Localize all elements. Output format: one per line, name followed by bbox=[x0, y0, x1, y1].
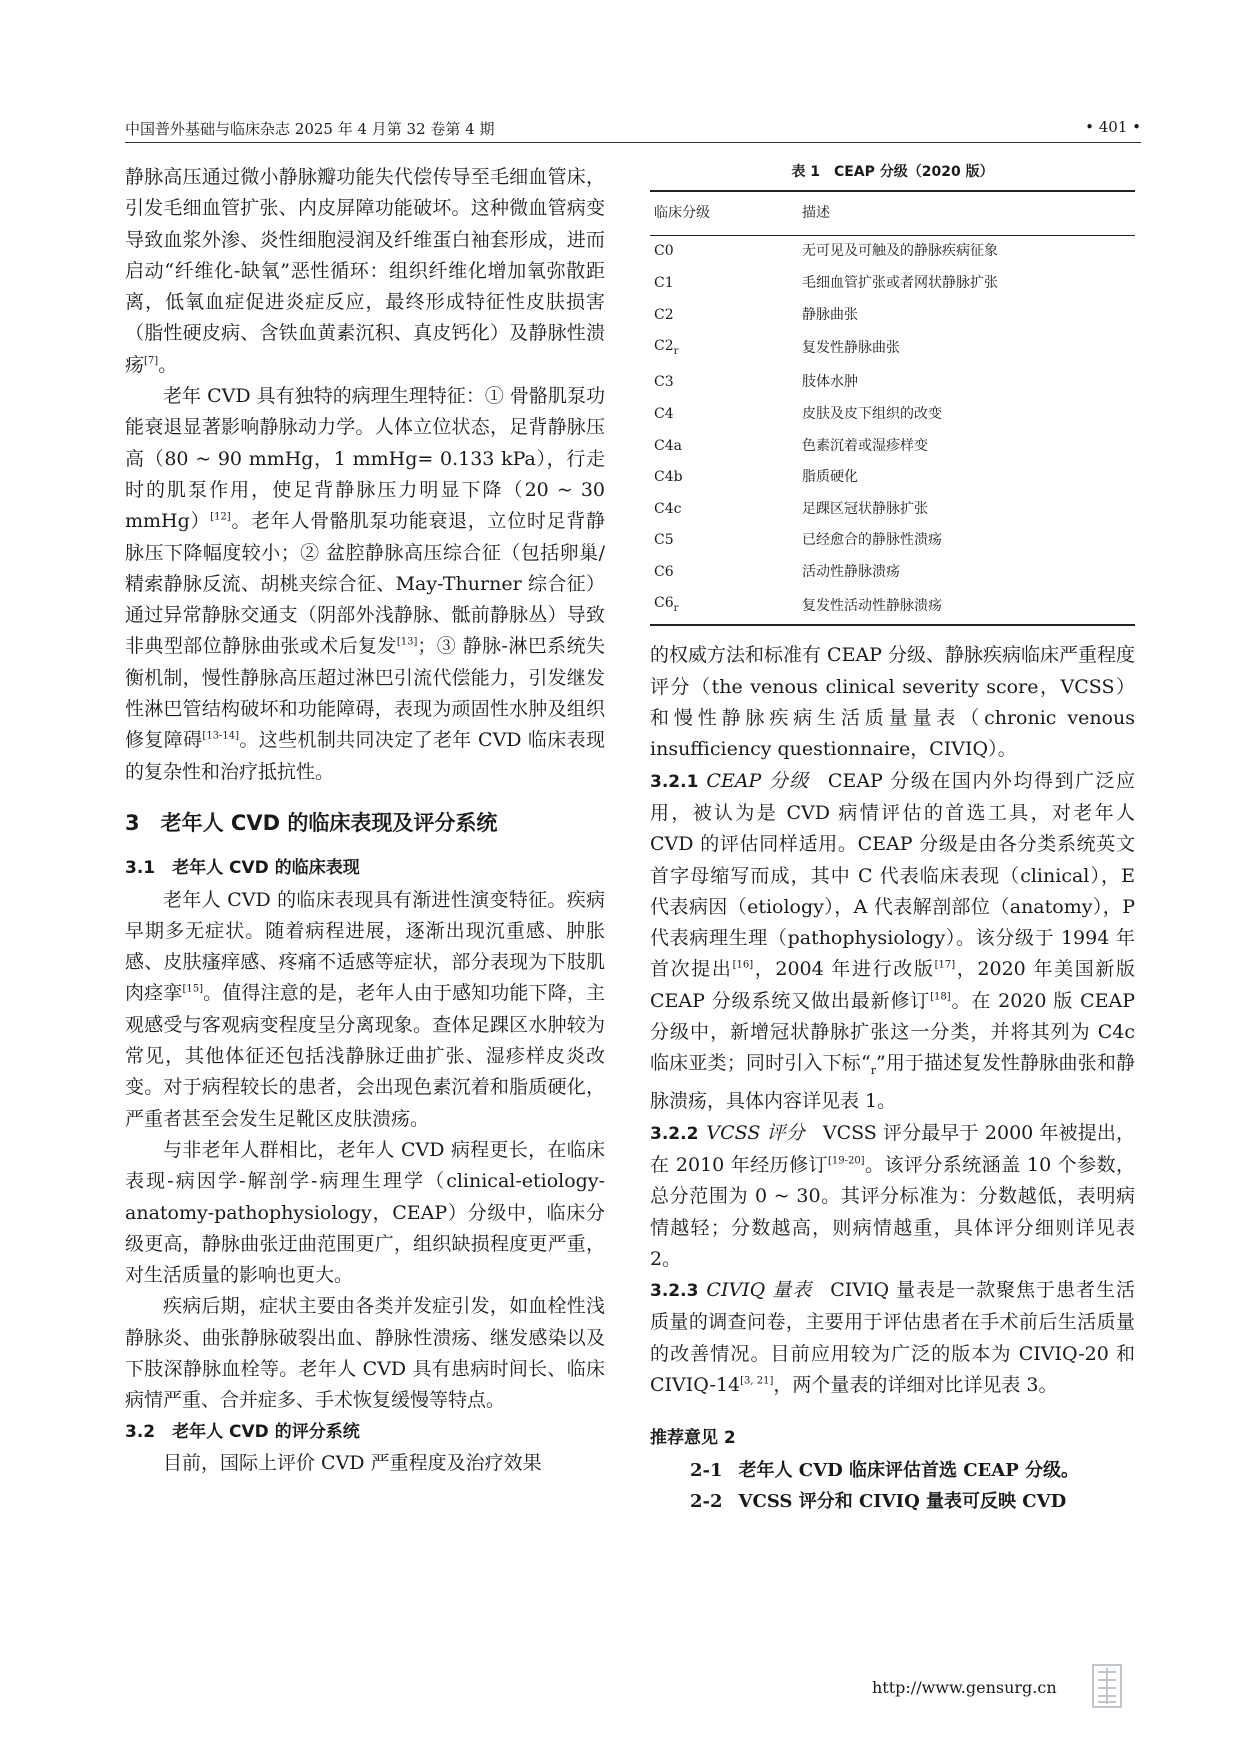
left-column bbox=[125, 162, 605, 1479]
description-cell: 肢体水肿 bbox=[802, 374, 858, 391]
description-cell: 活动性静脉溃疡 bbox=[802, 563, 900, 580]
grade-cell: C4c bbox=[654, 500, 682, 517]
table-row bbox=[650, 367, 1135, 399]
description-cell: 复发性活动性静脉溃疡 bbox=[798, 588, 1135, 625]
description-cell: 无可见及可触及的静脉疾病征象 bbox=[802, 243, 998, 260]
citation[interactable]: [13-14] bbox=[202, 731, 240, 743]
description-cell: 复发性静脉曲张 bbox=[802, 340, 900, 357]
table-row bbox=[650, 557, 1135, 589]
description-cell: 色素沉着或湿疹样变 bbox=[802, 437, 928, 454]
grade-cell: C5 bbox=[654, 532, 674, 549]
paragraph: 老年人 CVD 的临床表现具有渐进性演变特征。疾病早期多无症状。随着病程进展，逐渐出现沉重感、肿胀感、皮肤瘙痒感、疼痛不适感等症状，部分表现为下肢肌肉痉挛[15]。值得注意的是，老年人由于感知功能下降，主观感受与客观病变程度呈分离现象。查体足踝区水肿较为常见，其他体征还包括浅静脉迂曲扩张、湿疹样皮炎改变。对于病程较长的患者，会出现色素沉着和脂质硬化，严重者甚至会发生足靴区皮肤溃疡。 bbox=[125, 888, 605, 1130]
description-cell: 毛细血管扩张或者网状静脉扩张 bbox=[802, 275, 998, 292]
paragraph: 3.2.3 CIVIQ 量表 CIVIQ 量表是一款聚焦于患者生活质量的调查问卷，主要用于评估患者在手术前后生活质量的改善情况。目前应用较为广泛的版本为 CIVIQ-20 和 CIVIQ-14[3, 21]，两个量表的详细对比详见表 3。 bbox=[650, 1279, 1136, 1397]
paragraph: 静脉高压通过微小静脉瓣功能失代偿传导至毛细血管床，引发毛细血管扩张、内皮屏障功能破坏。这种微血管病变导致血浆外渗、炎性细胞浸润及纤维蛋白袖套形成，进而启动“纤维化-缺氧”恶性循环：组织纤维化增加氧弥散距离，低氧血症促进炎症反应，最终形成特征性皮肤损害（脂性硬皮病、含铁血黄素沉积、真皮钙化）及静脉性溃疡[7]。 bbox=[125, 166, 605, 376]
grade-cell: C4a bbox=[654, 437, 682, 454]
citation[interactable]: [3, 21] bbox=[740, 1375, 774, 1387]
paragraph: 疾病后期，症状主要由各类并发症引发，如血栓性浅静脉炎、曲张静脉破裂出血、静脉性溃疡、继发感染以及下肢深静脉血栓等。老年人 CVD 具有患病时间长、临床病情严重、合并症多、手术恢复缓慢等特点。 bbox=[125, 1295, 605, 1412]
subsubsection-number: 3.2.3 bbox=[650, 1281, 699, 1302]
paragraph: 目前，国际上评价 CVD 严重程度及治疗效果 bbox=[163, 1451, 542, 1474]
table-row bbox=[650, 236, 1135, 268]
column-header-description: 描述 bbox=[798, 191, 1135, 236]
column-header-grade: 临床分级 bbox=[650, 191, 798, 236]
citation[interactable]: [7] bbox=[144, 355, 159, 367]
paragraph: 3.2.1 CEAP 分级 CEAP 分级在国内外均得到广泛应用，被认为是 CVD 病情评估的首选工具，对老年人 CVD 的评估同样适用。CEAP 分级是由各分类系统英文首字母缩写而成，其中 C 代表临床表现（clinical），E 代表病因（etiology），A 代表解剖部位（anatomy），P 代表病理生理（pathophysiology）。该分级于 1994 年首次提出[16]，2004 年进行改版[17]，2020 年美国新版 CEAP 分级系统又做出最新修订[18]。在 2020 版 CEAP 分级中，新增冠状静脉扩张这一分类，并将其列为 C4c 临床亚类；同时引入下标“$_r$”用于描述复发性静脉曲张和静脉溃疡，具体内容详见表 1。 bbox=[650, 769, 1136, 1113]
citation[interactable]: [18] bbox=[930, 991, 951, 1003]
grade-cell: C0 bbox=[654, 243, 674, 260]
table-row bbox=[650, 494, 1135, 526]
subsubsection-title: CIVIQ 量表 bbox=[706, 1279, 813, 1302]
subsubsection-title: VCSS 评分 bbox=[706, 1121, 805, 1144]
recommendation-item: 2-1 老年人 CVD 临床评估首选 CEAP 分级。 bbox=[690, 1459, 1080, 1481]
citation[interactable]: [19-20] bbox=[827, 1155, 865, 1167]
ceap-grade-table bbox=[650, 190, 1135, 626]
grade-cell: $C2_r$ bbox=[654, 338, 679, 357]
table-row bbox=[650, 268, 1135, 300]
table-header-row bbox=[650, 191, 1135, 236]
table-row bbox=[650, 525, 1135, 557]
paragraph: 与非老年人群相比，老年人 CVD 病程更长，在临床表现-病因学-解剖学-病理生理学（clinical-etiology-anatomy-pathophysiology，CEAP）分级中，临床分级更高，静脉曲张迂曲范围更广，组织缺损程度更严重，对生活质量的影响也更大。 bbox=[125, 1138, 605, 1287]
subsubsection-number: 3.2.2 bbox=[650, 1123, 699, 1144]
subsection-heading: 3.1 老年人 CVD 的临床表现 bbox=[125, 858, 360, 879]
journal-seal-icon bbox=[1092, 1664, 1122, 1708]
description-cell: 脂质硬化 bbox=[802, 469, 858, 486]
table-row bbox=[650, 331, 1135, 367]
table-body bbox=[650, 236, 1135, 626]
journal-url-link[interactable]: http://www.gensurg.cn bbox=[872, 1678, 1057, 1697]
table-caption: 表 1 CEAP 分级（2020 版） bbox=[791, 164, 994, 180]
ceap-table bbox=[650, 162, 1135, 626]
journal-title: 中国普外基础与临床杂志 2025 年 4 月第 32 卷第 4 期 bbox=[125, 120, 495, 138]
citation[interactable]: [12] bbox=[210, 511, 231, 523]
table-row bbox=[650, 430, 1135, 462]
description-cell: 足踝区冠状静脉扩张 bbox=[802, 500, 928, 517]
running-header bbox=[125, 112, 1141, 143]
citation[interactable]: [13] bbox=[396, 637, 418, 649]
grade-cell: C6 bbox=[654, 563, 674, 580]
description-cell: 已经愈合的静脉性溃疡 bbox=[802, 532, 942, 549]
subsubsection-number: 3.2.1 bbox=[650, 771, 699, 792]
subsection-heading: 3.2 老年人 CVD 的评分系统 bbox=[125, 1421, 360, 1442]
citation[interactable]: [17] bbox=[934, 960, 956, 972]
right-column bbox=[650, 162, 1135, 1517]
subsubsection-title: CEAP 分级 bbox=[706, 769, 810, 792]
section-heading: 3 老年人 CVD 的临床表现及评分系统 bbox=[125, 810, 498, 835]
grade-cell: C1 bbox=[654, 275, 674, 292]
description-cell: 静脉曲张 bbox=[802, 306, 858, 323]
paragraph: 的权威方法和标准有 CEAP 分级、静脉疾病临床严重程度评分（the venous clinical severity score，VCSS）和慢性静脉疾病生活质量量表（chronic venous insufficiency questionnaire，CIVIQ）。 bbox=[650, 644, 1135, 761]
paragraph: 老年 CVD 具有独特的病理生理特征：① 骨骼肌泵功能衰退显著影响静脉动力学。人体立位状态，足背静脉压高（80 ~ 90 mmHg，1 mmHg= 0.133 kPa），行走时的肌泵作用，使足背静脉压力明显下降（20 ~ 30 mmHg）[12]。老年人骨骼肌泵功能衰退，立位时足背静脉压下降幅度较小；② 盆腔静脉高压综合征（包括卵巢/精索静脉反流、胡桃夹综合征、May-Thurner 综合征）通过异常静脉交通支（阴部外浅静脉、骶前静脉丛）导致非典型部位静脉曲张或术后复发[13]；③ 静脉-淋巴系统失衡机制，慢性静脉高压超过淋巴引流代偿能力，引发继发性淋巴管结构破坏和功能障碍，表现为顽固性水肿及组织修复障碍[13-14]。这些机制共同决定了老年 CVD 临床表现的复杂性和治疗抵抗性。 bbox=[125, 385, 605, 783]
citation[interactable]: [15] bbox=[182, 984, 203, 996]
table-row bbox=[650, 462, 1135, 494]
grade-cell: $C6_r$ bbox=[650, 588, 798, 625]
table-row bbox=[650, 588, 1135, 625]
table-row bbox=[650, 399, 1135, 431]
grade-cell: C4b bbox=[654, 469, 683, 486]
recommendation-item: 2-2 VCSS 评分和 CIVIQ 量表可反映 CVD bbox=[690, 1490, 1067, 1512]
description-cell: 皮肤及皮下组织的改变 bbox=[802, 405, 942, 422]
grade-cell: C4 bbox=[654, 405, 674, 422]
paragraph: 3.2.2 VCSS 评分 VCSS 评分最早于 2000 年被提出，在 2010 年经历修订[19-20]。该评分系统涵盖 10 个参数，总分范围为 0 ~ 30。其评分标准为：分数越低，表明病情越轻；分数越高，则病情越重，具体评分细则详见表 2。 bbox=[650, 1121, 1135, 1270]
grade-cell: C2 bbox=[654, 306, 674, 323]
table-row bbox=[650, 299, 1135, 331]
page-number: • 401 • bbox=[1085, 118, 1141, 136]
grade-cell: C3 bbox=[654, 374, 674, 391]
recommendation-title: 推荐意见 2 bbox=[650, 1428, 736, 1449]
citation[interactable]: [16] bbox=[732, 960, 754, 972]
